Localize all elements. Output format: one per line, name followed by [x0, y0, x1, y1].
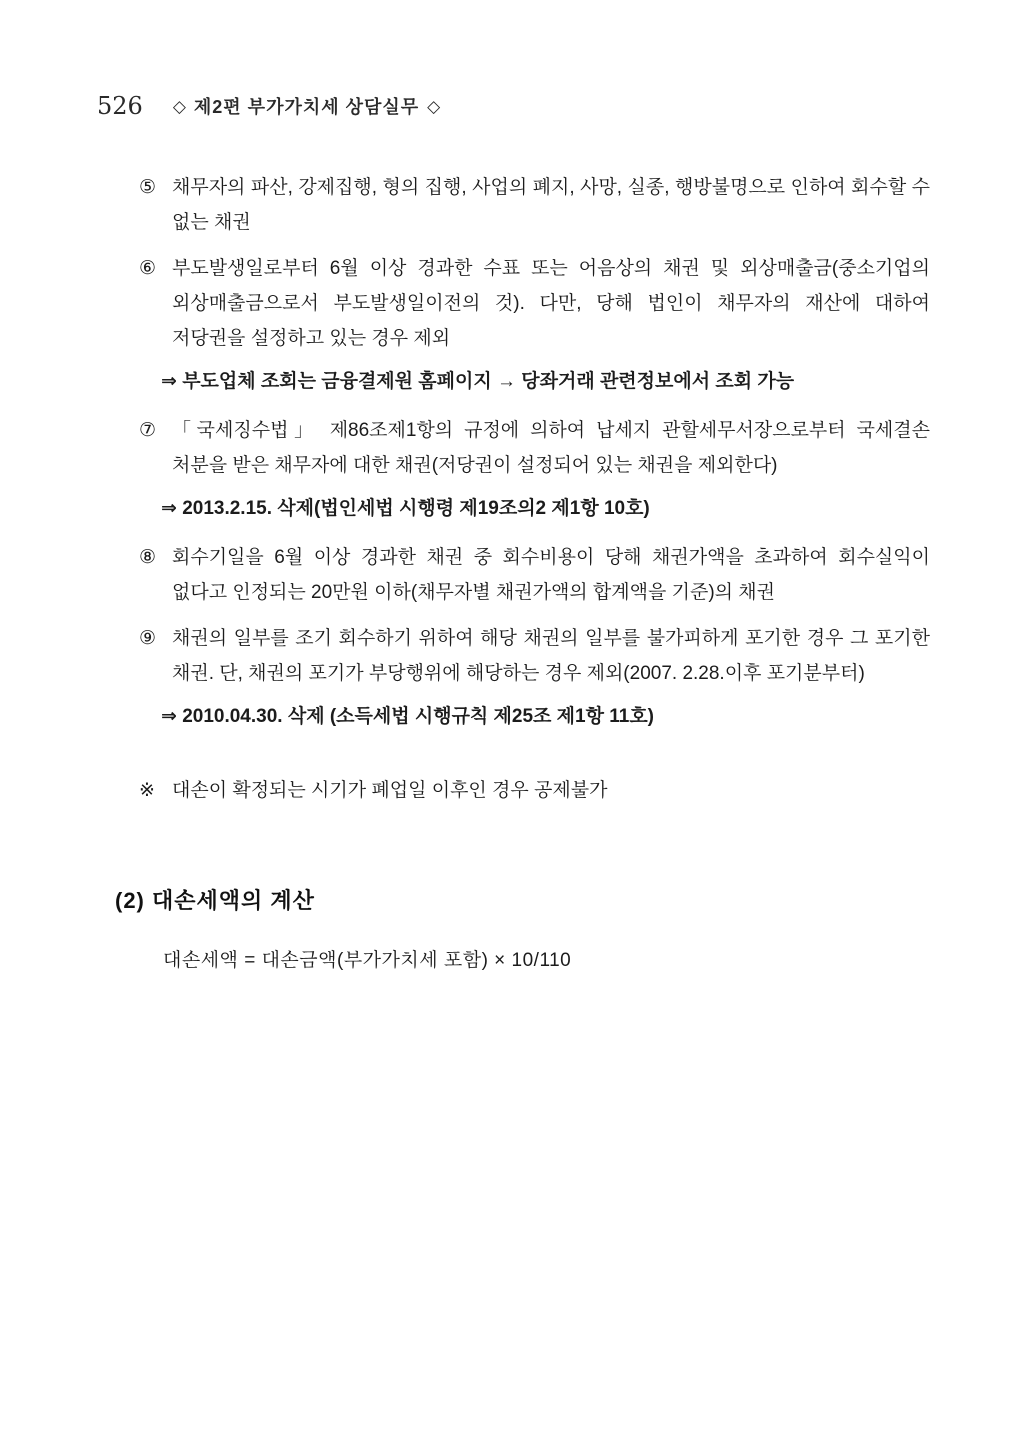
list-item-7: [139, 413, 930, 483]
item-text: 부도발생일로부터 6월 이상 경과한 수표 또는 어음상의 채권 및 외상매출금(중소기업의 외상매출금으로서 부도발생일이전의 것). 다만, 당해 법인이 채무자의 재산에 대하여 저당권을 설정하고 있는 경우 제외: [172, 258, 930, 349]
item-text: 채권의 일부를 조기 회수하기 위하여 해당 채권의 일부를 불가피하게 포기한 경우 그 포기한 채권. 단, 채권의 포기가 부당행위에 해당하는 경우 제외(2007. 2.28.이후 포기분부터): [172, 628, 930, 684]
diamond-icon: ◇: [427, 97, 441, 116]
list-item-5: [139, 170, 930, 240]
note-item-7: ⇒ 2013.2.15. 삭제(법인세법 시행령 제19조의2 제1항 10호): [161, 498, 650, 519]
footnote-text: 대손이 확정되는 시기가 폐업일 이후인 경우 공제불가: [172, 780, 608, 801]
footnote: [139, 776, 930, 806]
item-marker: ⑥: [139, 258, 157, 279]
section-bad-debt-tax-calc: [97, 884, 930, 972]
page-number: 526: [97, 92, 143, 120]
header-title: 제2편 부가가치세 상담실무: [193, 97, 420, 117]
body-content: [97, 170, 930, 806]
list-item-9: [139, 621, 930, 691]
bad-debt-tax-formula: 대손세액 = 대손금액(부가가치세 포함) × 10/110: [163, 950, 572, 971]
section-heading: (2) 대손세액의 계산: [115, 888, 315, 913]
item-text: 회수기일을 6월 이상 경과한 채권 중 회수비용이 당해 채권가액을 초과하여 회수실익이 없다고 인정되는 20만원 이하(채무자별 채권가액의 합계액을 기준)의 채권: [172, 547, 930, 603]
note-item-9: ⇒ 2010.04.30. 삭제 (소득세법 시행규칙 제25조 제1항 11호): [161, 706, 654, 727]
footnote-marker: ※: [139, 780, 155, 801]
diamond-icon: ◇: [172, 97, 186, 116]
item-marker: ⑤: [139, 177, 157, 198]
list-item-6: [139, 251, 930, 356]
note-item-6: ⇒ 부도업체 조회는 금융결제원 홈페이지 → 당좌거래 관련정보에서 조회 가능: [161, 371, 795, 392]
list-item-8: [139, 540, 930, 610]
item-marker: ⑦: [139, 420, 157, 441]
item-text: 채무자의 파산, 강제집행, 형의 집행, 사업의 폐지, 사망, 실종, 행방불명으로 인하여 회수할 수 없는 채권: [172, 177, 930, 233]
item-marker: ⑨: [139, 628, 157, 649]
item-text: 「국세징수법」 제86조제1항의 규정에 의하여 납세지 관할세무서장으로부터 국세결손 처분을 받은 채무자에 대한 채권(저당권이 설정되어 있는 채권을 제외한다): [172, 420, 930, 476]
page-header: [97, 92, 930, 120]
item-marker: ⑧: [139, 547, 157, 568]
